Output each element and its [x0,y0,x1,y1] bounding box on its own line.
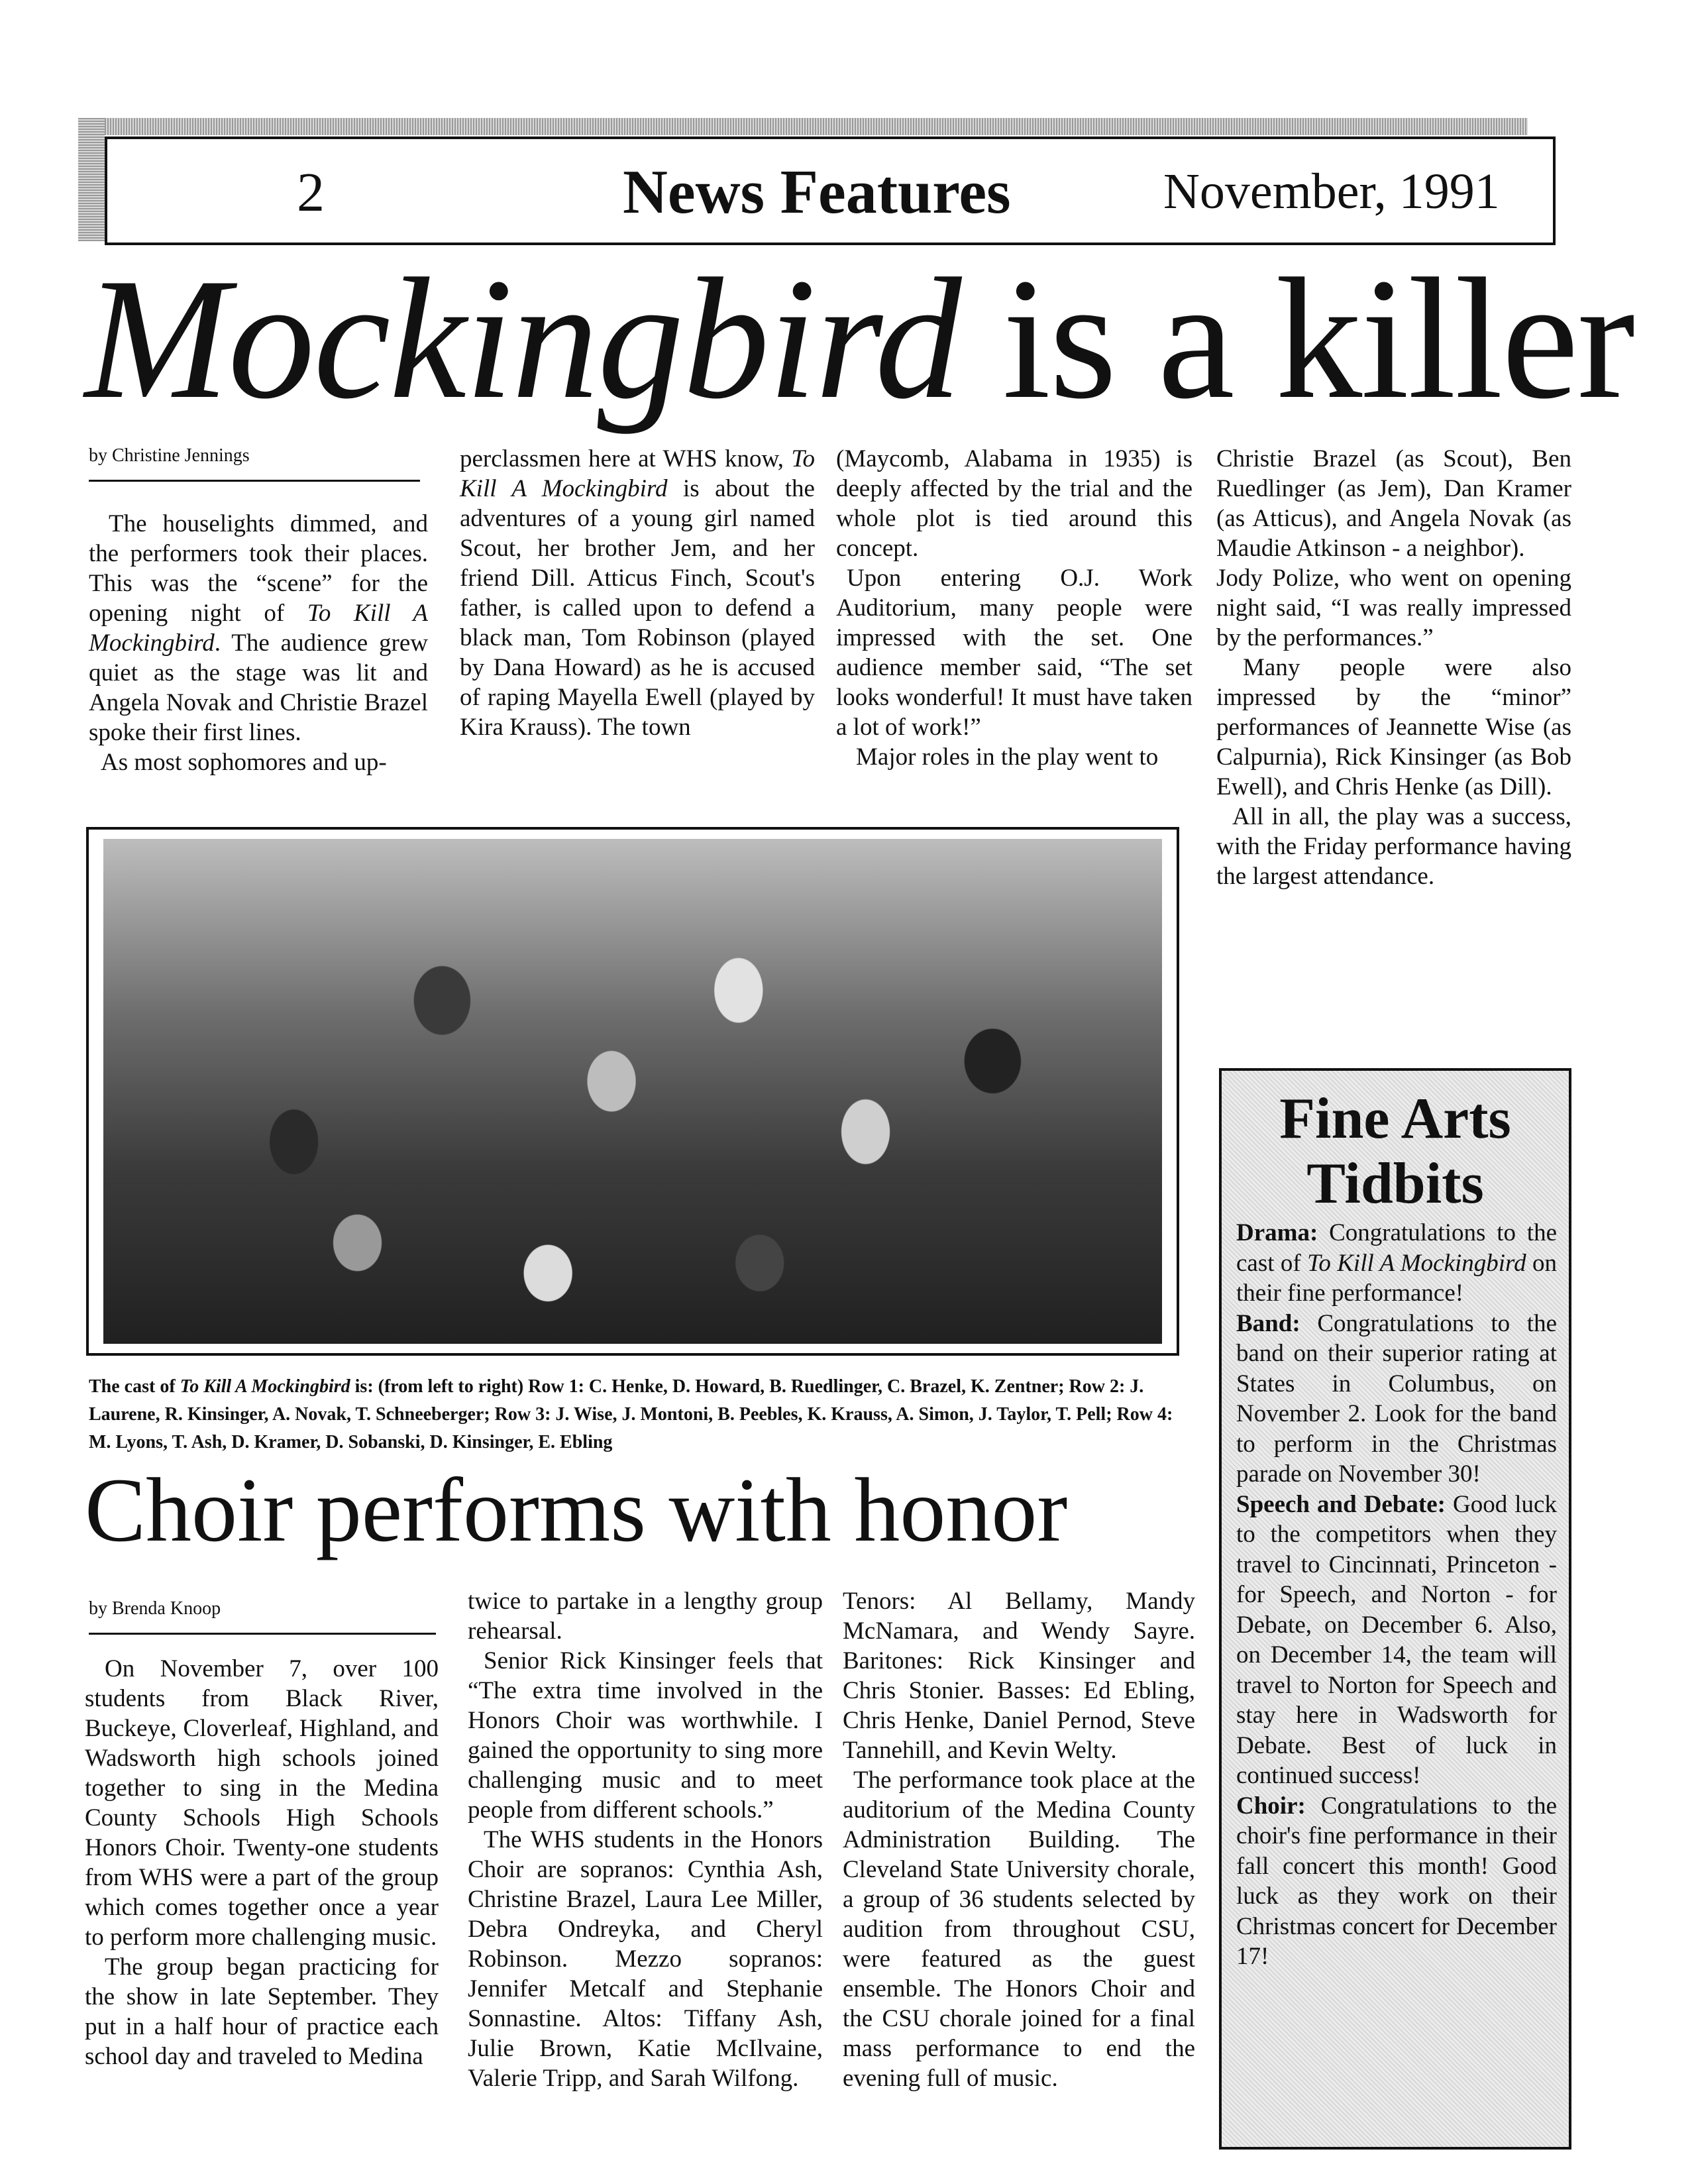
article2-col2-p1: twice to partake in a lengthy group rehearsal. [468,1588,823,1645]
header-shade-left [78,118,105,241]
article1-col1 [89,509,428,777]
caption-rest: is: (from left to right) Row 1: C. Henke, D. Howard, B. Ruedlinger, C. Brazel, K. Zentner; Row 2: J. Laurene, R. Kinsinger, A. Novak, T. Schneeberger; Row 3: J. Wise, J. Montoni, B. Peebles, K. Krauss, A. Simon, J. Taylor, T. Pell; Row 4: M. Lyons, T. Ash, D. Kramer, D. Sobanski, D. Kinsinger, E. Ebling [89,1376,1173,1452]
headline-mockingbird [85,243,1634,435]
article1-col1-title: To Kill A Mockingbird [89,600,428,657]
sidebar-text [1236,1218,1557,1972]
page-number: 2 [297,162,325,223]
headline-rest: is a killer [960,243,1634,435]
cast-photo [86,827,1179,1356]
article1-col4-p4: All in all, the play was a success, with the Friday performance having the largest attendance. [1216,803,1571,890]
tidbit-choir [1236,1791,1557,1972]
tidbit-label: Speech and Debate: [1236,1490,1446,1518]
headline-choir: Choir performs with honor [85,1459,1068,1560]
byline-rule [89,480,420,482]
article1-col3-p2: Upon entering O.J. Work Auditorium, many people were impressed with the set. One audience member said, “The set looks wonderful! It must have taken a lot of work!” [836,565,1192,741]
section-title: News Features [623,158,1011,227]
tidbit-label: Drama: [1236,1219,1318,1246]
cast-photo-image [103,839,1162,1344]
caption-title: To Kill A Mockingbird [180,1376,350,1397]
tidbit-italic: To Kill A Mockingbird [1307,1249,1526,1277]
tidbit-label: Choir: [1236,1792,1306,1820]
article2-col1-p2: The group began practicing for the show in late September. They put in a half hour of practice each school day and traveled to Medina [85,1953,439,2070]
tidbit-drama [1236,1218,1557,1309]
headline-italic: Mockingbird [85,243,961,435]
sidebar-title-line2: Tidbits [1306,1152,1484,1216]
tidbit-text: Congratulations to the choir's fine performance in their fall concert this month! Good luck as they work on their Christmas concert for December 17! [1236,1792,1557,1970]
tidbit-speech-debate [1236,1490,1557,1791]
article1-col2-text-a: perclassmen here at WHS know, [460,445,792,472]
tidbit-text: Congratulations to the cast of [1236,1219,1557,1277]
article1-col4-p1: Christie Brazel (as Scout), Ben Ruedlinger (as Jem), Dan Kramer (as Atticus), and Angela Novak (as Maudie Atkinson - a neighbor). [1216,445,1571,562]
caption-lead: The cast of [89,1376,180,1397]
tidbit-band [1236,1309,1557,1490]
sidebar-title [1219,1087,1571,1217]
article1-col2-title: To Kill A Mockingbird [460,445,815,502]
article2-col3-p2: The performance took place at the auditorium of the Medina County Administration Building. The Cleveland State University chorale, a group of 36 students selected by audition from throughout CSU, were featured as the guest ensemble. The Honors Choir and the CSU chorale joined for a final mass performance to end the evening full of music. [843,1767,1195,2092]
article1-col1-text-c: As most sophomores and up- [101,749,387,776]
article2-col2-p2: Senior Rick Kinsinger feels that “The extra time involved in the Honors Choir was worthwhile. I gained the opportunity to sing more challenging music and to meet people from different schools.” [468,1647,823,1824]
article2-col3 [843,1586,1195,2093]
article2-col1 [85,1654,439,2071]
article1-col1-text-b: . The audience grew quiet as the stage was lit and Angela Novak and Christie Brazel spoke their first lines. [89,629,428,746]
article1-col2-text-b: is about the adventures of a young girl named Scout, her brother Jem, and her friend Dill. Atticus Finch, Scout's father, is called upon to defend a black man, Tom Robinson (played by Dana Howard) as he is accused of raping Mayella Ewell (played by Kira Krauss). The town [460,475,815,741]
article1-col3 [836,444,1192,772]
issue-date: November, 1991 [1163,164,1500,219]
article1-col1-text-a: The houselights dimmed, and the performers took their places. This was the “scene” for the opening night of [89,510,428,627]
article2-col2-p3: The WHS students in the Honors Choir are sopranos: Cynthia Ash, Christine Brazel, Laura Lee Miller, Debra Ondreyka, and Cheryl Robinson. Mezzo sopranos: Jennifer Metcalf and Stephanie Sonnastine. Altos: Tiffany Ash, Julie Brown, Katie McIlvaine, Valerie Tripp, and Sarah Wilfong. [468,1826,823,2092]
article1-col2 [460,444,815,742]
tidbit-label: Band: [1236,1309,1300,1337]
article1-col3-p3: Major roles in the play went to [856,743,1159,771]
article2-col1-p1: On November 7, over 100 students from Black River, Buckeye, Cloverleaf, Highland, and Wadsworth high schools joined together to sing in the Medina County Schools High Schools Honors Choir. Twenty-one students from WHS were a part of the group which comes together once a year to perform more challenging music. [85,1655,439,1951]
article1-col4 [1216,444,1571,891]
byline-article1: by Christine Jennings [89,445,250,466]
tidbit-text: Good luck to the competitors when they travel to Cincinnati, Princeton - for Speech, and Norton - for Debate, on December 6. Also, on December 14, the team will travel to Norton for Speech and stay here in Wadsworth for Debate. Best of luck in continued success! [1236,1490,1557,1789]
article1-col4-p3: Many people were also impressed by the “minor” performances of Jeannette Wise (as Calpurnia), Rick Kinsinger (as Bob Ewell), and Chris Henke (as Dill). [1216,654,1571,800]
article1-col4-p2: Jody Polize, who went on opening night said, “I was really impressed by the performances.” [1216,565,1571,651]
article1-col3-p1: (Maycomb, Alabama in 1935) is deeply affected by the trial and the whole plot is tied around this concept. [836,445,1192,562]
tidbit-text-b: on their fine performance! [1236,1249,1557,1307]
article2-col2 [468,1586,823,2093]
sidebar-title-line1: Fine Arts [1279,1087,1511,1151]
article2-col3-p1: Tenors: Al Bellamy, Mandy McNamara, and Wendy Sayre. Baritones: Rick Kinsinger and Chris Stonier. Basses: Ed Ebling, Chris Henke, Daniel Pernod, Steve Tannehill, and Kevin Welty. [843,1588,1195,1764]
tidbit-text: Congratulations to the band on their superior rating at States in Columbus, on November 2. Look for the band to perform in the Christmas parade on November 30! [1236,1309,1557,1488]
byline-article2: by Brenda Knoop [89,1598,221,1619]
header-shade-top [78,118,1528,135]
photo-caption [89,1373,1182,1456]
byline-rule-2 [89,1633,436,1635]
